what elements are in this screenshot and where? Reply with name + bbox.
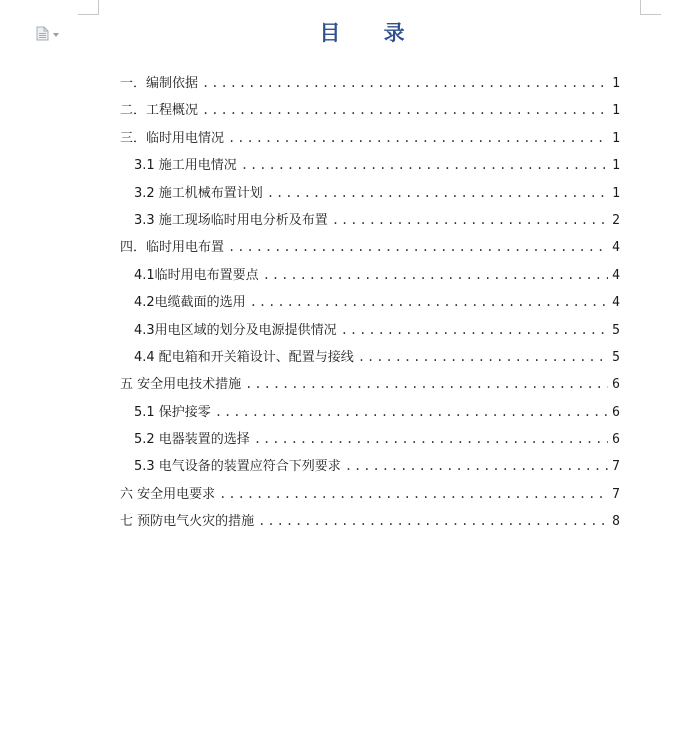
toc-leader-dots: [345, 453, 608, 480]
toc-entry-label: 5.3 电气设备的装置应符合下列要求: [134, 459, 341, 475]
toc-leader-dots: [332, 207, 608, 234]
toc-entry-label: 5.2 电器装置的选择: [134, 432, 250, 448]
toc-entry-label: 4.1临时用电布置要点: [134, 267, 259, 283]
toc-leader-dots: [228, 234, 608, 261]
toc-entry-label: 三．临时用电情况: [120, 130, 225, 146]
toc-leader-dots: [250, 289, 608, 316]
toc-entry-label: 5.1 保护接零: [134, 404, 211, 420]
toc-entry-label: 四．临时用电布置: [120, 240, 225, 256]
toc-entry-label: 4.3用电区域的划分及电源提供情况: [134, 322, 337, 338]
toc-entry[interactable]: [120, 508, 620, 535]
toc-entry[interactable]: [120, 180, 620, 207]
toc-entry-label: 3.2 施工机械布置计划: [134, 185, 263, 201]
toc-entry-page: 6: [612, 404, 620, 420]
toc-entry[interactable]: [120, 481, 620, 508]
toc-entry-page: 6: [612, 432, 620, 448]
toc-leader-dots: [215, 399, 608, 426]
toc-entry-page: 2: [612, 212, 620, 228]
toc-leader-dots: [202, 70, 608, 97]
toc-leader-dots: [341, 317, 608, 344]
toc-entry-page: 6: [612, 377, 620, 393]
toc-leader-dots: [267, 180, 608, 207]
toc-entry-page: 5: [612, 349, 620, 365]
toc-entry-label: 五 安全用电技术措施: [120, 377, 242, 393]
toc-entry[interactable]: [120, 453, 620, 480]
toc-entry-page: 1: [612, 130, 620, 146]
toc-entry-label: 二．工程概况: [120, 103, 199, 119]
page-corner-mark-right: [640, 0, 661, 15]
toc-entry-page: 1: [612, 103, 620, 119]
toc-leader-dots: [254, 426, 608, 453]
toc-leader-dots: [245, 371, 608, 398]
toc-entry[interactable]: [120, 289, 620, 316]
toc-entry[interactable]: [120, 344, 620, 371]
toc-entry[interactable]: [120, 399, 620, 426]
toc-leader-dots: [263, 262, 608, 289]
toc-entry-page: 5: [612, 322, 620, 338]
toc-entry[interactable]: [120, 317, 620, 344]
toc-entry[interactable]: [120, 234, 620, 261]
toc-leader-dots: [228, 125, 608, 152]
toc-leader-dots: [258, 508, 608, 535]
toc-entry-label: 4.2电缆截面的选用: [134, 295, 246, 311]
toc-entry-label: 一．编制依据: [120, 76, 199, 91]
toc-entry[interactable]: [120, 262, 620, 289]
toc-entry-page: 1: [612, 76, 620, 91]
toc-entry-page: 4: [612, 295, 620, 311]
toc-entry-label: 3.1 施工用电情况: [134, 158, 237, 174]
toc-leader-dots: [219, 481, 608, 508]
toc-entry-page: 7: [612, 459, 620, 475]
toc-entry-page: 1: [612, 185, 620, 201]
toc-entry-page: 4: [612, 240, 620, 256]
toc-entry[interactable]: [120, 426, 620, 453]
toc-entry[interactable]: [120, 152, 620, 179]
toc-entry[interactable]: [120, 70, 620, 97]
toc-entry[interactable]: [120, 371, 620, 398]
toc-leader-dots: [202, 97, 608, 124]
toc-entry-page: 1: [612, 158, 620, 174]
toc-leader-dots: [241, 152, 608, 179]
page-corner-mark-left: [78, 0, 99, 15]
toc-entry-page: 7: [612, 486, 620, 502]
table-of-contents: [120, 70, 620, 536]
toc-entry[interactable]: [120, 207, 620, 234]
toc-entry-label: 七 预防电气火灾的措施: [120, 514, 255, 530]
toc-entry-label: 4.4 配电箱和开关箱设计、配置与接线: [134, 349, 354, 365]
toc-entry-label: 3.3 施工现场临时用电分析及布置: [134, 212, 328, 228]
toc-entry-label: 六 安全用电要求: [120, 486, 216, 502]
toc-entry-page: 4: [612, 267, 620, 283]
toc-entry-page: 8: [612, 514, 620, 530]
toc-leader-dots: [358, 344, 608, 371]
toc-title: 目 录: [319, 20, 423, 45]
toc-entry[interactable]: [120, 97, 620, 124]
toc-entry[interactable]: [120, 125, 620, 152]
